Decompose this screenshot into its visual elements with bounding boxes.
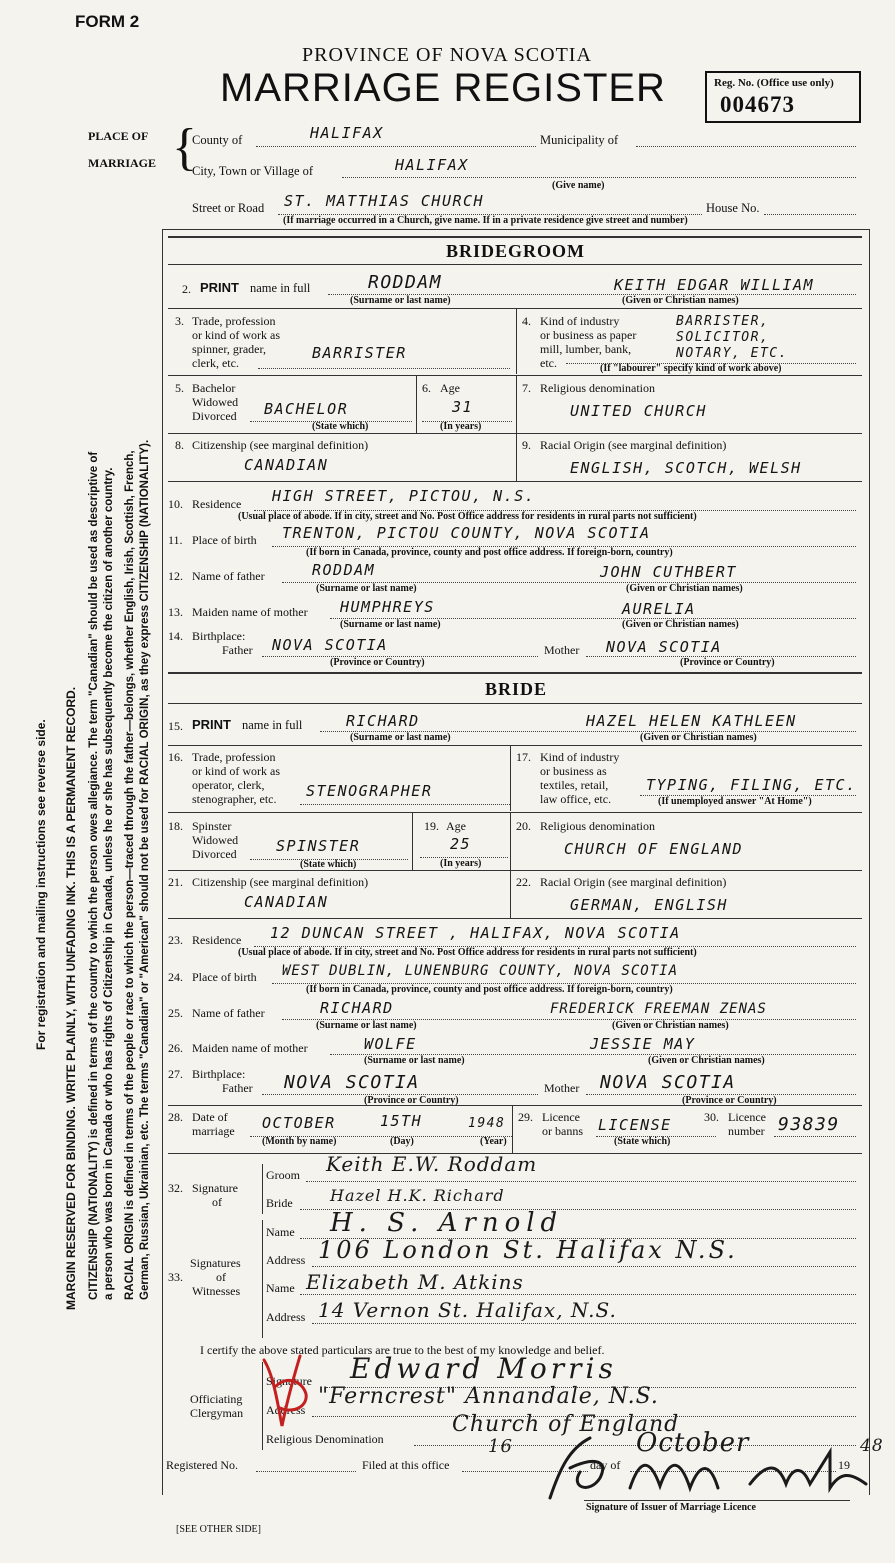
municipality-label: Municipality of [540, 133, 619, 147]
county-value: HALIFAX [310, 124, 384, 142]
bride-mother-label: Maiden name of mother [192, 1041, 308, 1055]
province-heading: PROVINCE OF NOVA SCOTIA [302, 44, 592, 66]
q30-number: 30. [704, 1110, 719, 1124]
q29-number: 29. [518, 1110, 533, 1124]
witness1-name: H. S. Arnold [330, 1208, 564, 1238]
q23-number: 23. [168, 933, 183, 947]
bride-surname-note: (Surname or last name) [350, 732, 451, 743]
groom-sig-label: Groom [266, 1168, 300, 1182]
industry-note: (If "labourer" specify kind of work above) [600, 363, 782, 374]
licence-label-2: or banns [542, 1124, 583, 1138]
margin-note-binding: MARGIN RESERVED FOR BINDING. WRITE PLAINLY, WITH UNFADING INK. THIS IS A PERMANENT RECORD. [64, 686, 78, 1310]
groom-father-surname: RODDAM [312, 561, 376, 579]
sig-label-2: of [212, 1195, 222, 1209]
clergy-denomination: Church of England [452, 1412, 680, 1437]
clergy-signature: Edward Morris [350, 1352, 617, 1385]
groom-religion: UNITED CHURCH [570, 402, 707, 420]
bride-father-birthplace: NOVA SCOTIA [284, 1072, 420, 1093]
mother-word: Mother [544, 643, 580, 657]
groom-industry-1: BARRISTER, [676, 314, 770, 329]
bride-mother-birthplace: NOVA SCOTIA [600, 1072, 736, 1093]
groom-mother-given: AURELIA [622, 600, 696, 618]
bride-mother-prov-note: (Province or Country) [682, 1095, 777, 1106]
groom-trade: BARRISTER [312, 344, 407, 362]
page-title: MARRIAGE REGISTER [220, 66, 666, 110]
street-note: (If marriage occurred in a Church, give name. If in a private residence give street and number) [283, 215, 688, 226]
bride-state-which: (State which) [300, 859, 357, 870]
birth-note: (If born in Canada, province, county and post office address. If foreign-born, country) [306, 547, 673, 558]
groom-residence: HIGH STREET, PICTOU, N.S. [272, 487, 536, 505]
bride-mother-given: JESSIE MAY [590, 1035, 696, 1053]
w1-name-label: Name [266, 1225, 295, 1239]
bride-status-label-1: Spinster [192, 819, 232, 833]
unemployed-note: (If unemployed answer "At Home") [658, 796, 812, 807]
day-of-label: day of [590, 1458, 621, 1472]
street-label: Street or Road [192, 201, 265, 215]
red-check-mark [256, 1346, 316, 1430]
bride-surname: RICHARD [346, 712, 420, 730]
q18-number: 18. [168, 819, 183, 833]
residence-label: Residence [192, 497, 242, 511]
q12-number: 12. [168, 569, 183, 583]
q6-number: 6. [422, 381, 431, 395]
form-number: FORM 2 [75, 12, 140, 31]
groom-status-label-1: Bachelor [192, 381, 236, 395]
bride-residence-label: Residence [192, 933, 242, 947]
sig-label-1: Signature [192, 1181, 238, 1195]
clergy-address-label: Address [266, 1403, 306, 1417]
day-note: (Day) [390, 1136, 414, 1147]
bride-industry-label-3: textiles, retail, [540, 778, 609, 792]
q7-number: 7. [522, 381, 531, 395]
witness2-address: 14 Vernon St. Halifax, N.S. [318, 1298, 617, 1322]
q20-number: 20. [516, 819, 531, 833]
filed-month: October [636, 1428, 750, 1458]
q13-number: 13. [168, 605, 183, 619]
groom-trade-label-4: clerk, etc. [192, 356, 239, 370]
bride-trade: STENOGRAPHER [306, 782, 433, 800]
father-word: Father [222, 643, 253, 657]
q3-number: 3. [175, 314, 184, 328]
bride-father-given-note: (Given or Christian names) [612, 1020, 729, 1031]
filed-day: 16 [488, 1436, 513, 1457]
father-prov-note: (Province or Country) [330, 657, 425, 668]
q26-number: 26. [168, 1041, 183, 1055]
q17-number: 17. [516, 750, 531, 764]
city-value: HALIFAX [395, 156, 469, 174]
registered-no-label: Registered No. [166, 1458, 238, 1472]
bride-birth-label: Place of birth [192, 970, 257, 984]
bride-religion-label: Religious denomination [540, 819, 655, 833]
groom-racial: ENGLISH, SCOTCH, WELSH [570, 459, 802, 477]
birth-label: Place of birth [192, 533, 257, 547]
q22-number: 22. [516, 875, 531, 889]
bride-signature: Hazel H.K. Richard [330, 1186, 505, 1205]
bride-mother-surname: WOLFE [364, 1035, 417, 1053]
q11-number: 11. [168, 533, 183, 547]
bride-racial: GERMAN, ENGLISH [570, 896, 728, 914]
bride-trade-label-1: Trade, profession [192, 750, 276, 764]
groom-industry-label-4: etc. [540, 356, 557, 370]
marriage-label: MARRIAGE [88, 156, 156, 170]
groom-trade-label-1: Trade, profession [192, 314, 276, 328]
groom-mother-surname: HUMPHREYS [340, 598, 435, 616]
month-note: (Month by name) [262, 1136, 337, 1147]
groom-age: 31 [452, 398, 474, 416]
in-years-note: (In years) [440, 421, 482, 432]
bride-status: SPINSTER [276, 837, 361, 855]
bride-heading: BRIDE [485, 679, 548, 699]
place-brace: { [172, 119, 197, 176]
groom-mother-birthplace: NOVA SCOTIA [606, 638, 722, 656]
filed-year: 48 [860, 1436, 884, 1456]
bride-father-given: FREDERICK FREEMAN ZENAS [550, 1001, 767, 1017]
q14-number: 14. [168, 629, 183, 643]
witness1-address: 106 London St. Halifax N.S. [318, 1236, 738, 1264]
groom-father-given: JOHN CUTHBERT [600, 563, 737, 581]
bride-status-label-3: Divorced [192, 847, 237, 861]
bride-father-word: Father [222, 1081, 253, 1095]
q33-number: 33. [168, 1270, 183, 1284]
groom-status-label-2: Widowed [192, 395, 239, 409]
groom-citizenship: CANADIAN [244, 456, 329, 474]
q9-number: 9. [522, 438, 531, 452]
groom-birth: TRENTON, PICTOU COUNTY, NOVA SCOTIA [282, 524, 651, 542]
licence-no-label-1: Licence [728, 1110, 766, 1124]
bride-father-prov-note: (Province or Country) [364, 1095, 459, 1106]
bride-religion: CHURCH OF ENGLAND [564, 840, 744, 858]
filed-label: Filed at this office [362, 1458, 450, 1472]
bride-birth: WEST DUBLIN, LUNENBURG COUNTY, NOVA SCOTIA [282, 963, 679, 979]
reg-number-label: Reg. No. (Office use only) [714, 77, 834, 89]
bride-birth-note: (If born in Canada, province, county and post office address. If foreign-born, country) [306, 984, 673, 995]
margin-note-racial-1: RACIAL ORIGIN is defined in terms of the people or race to which the person—traced through the father—belongs, whether English, Irish, Scottish, French, [124, 450, 136, 1300]
racial-label: Racial Origin (see marginal definition) [540, 438, 727, 452]
bride-citizenship: CANADIAN [244, 893, 329, 911]
q16-number: 16. [168, 750, 183, 764]
margin-note-citizenship-2: a person who was born in Canada or who has rights of Citizenship in Canada, unless he or she has subsequently become the citizen of another country. [103, 467, 115, 1300]
q28-number: 28. [168, 1110, 183, 1124]
citizenship-label: Citizenship (see marginal definition) [192, 438, 369, 452]
groom-industry-2: SOLICITOR, [676, 330, 770, 345]
bride-sig-label: Bride [266, 1196, 293, 1210]
witness-label-2: of [216, 1270, 226, 1284]
father-given-note: (Given or Christian names) [626, 583, 743, 594]
bride-given-note: (Given or Christian names) [640, 732, 757, 743]
q24-number: 24. [168, 970, 183, 984]
groom-father-birthplace: NOVA SCOTIA [272, 636, 388, 654]
groom-industry-label-2: or business as paper [540, 328, 637, 342]
state-which-note: (State which) [312, 421, 369, 432]
residence-note: (Usual place of abode. If in city, street and No. Post Office address for residents in rural parts not sufficient) [238, 511, 697, 522]
bride-father-label: Name of father [192, 1006, 265, 1020]
name-in-full-label: name in full [250, 281, 311, 295]
year-prefix: 19 [838, 1458, 850, 1472]
bride-racial-label: Racial Origin (see marginal definition) [540, 875, 727, 889]
bride-father-surname: RICHARD [320, 999, 394, 1017]
q15-number: 15. [168, 719, 183, 733]
bride-industry-label-2: or business as [540, 764, 607, 778]
witness2-name: Elizabeth M. Atkins [306, 1270, 524, 1294]
father-surname-note: (Surname or last name) [316, 583, 417, 594]
bride-age-label: Age [446, 819, 466, 833]
certify-statement: I certify the above stated particulars are true to the best of my knowledge and belief. [200, 1343, 605, 1357]
q19-number: 19. [424, 819, 439, 833]
given-note: (Given or Christian names) [622, 295, 739, 306]
w2-address-label: Address [266, 1310, 306, 1324]
w1-address-label: Address [266, 1253, 306, 1267]
groom-signature: Keith E.W. Roddam [326, 1152, 538, 1176]
groom-given: KEITH EDGAR WILLIAM [614, 276, 815, 294]
groom-industry-label-1: Kind of industry [540, 314, 620, 328]
marriage-day: 15TH [380, 1112, 423, 1130]
print-label: PRINT [200, 280, 239, 295]
bride-industry-label-1: Kind of industry [540, 750, 620, 764]
surname-note: (Surname or last name) [350, 295, 451, 306]
licence-number: 93839 [778, 1114, 840, 1135]
bride-citizenship-label: Citizenship (see marginal definition) [192, 875, 369, 889]
county-label: County of [192, 133, 243, 147]
margin-note-citizenship-1: CITIZENSHIP (NATIONALITY) is defined in terms of the country to which the person owes allegiance. The term "Canadian" should be used as descriptive of [88, 451, 100, 1300]
groom-trade-label-2: or kind of work as [192, 328, 280, 342]
bride-industry-label-4: law office, etc. [540, 792, 612, 806]
city-label: City, Town or Village of [192, 164, 314, 178]
groom-industry-3: NOTARY, ETC. [676, 346, 788, 361]
licence-label-1: Licence [542, 1110, 580, 1124]
groom-trade-label-3: spinner, grader, [192, 342, 267, 356]
age-label: Age [440, 381, 460, 395]
bride-mother-word: Mother [544, 1081, 580, 1095]
q21-number: 21. [168, 875, 183, 889]
groom-surname: RODDAM [368, 272, 443, 293]
licence-no-label-2: number [728, 1124, 765, 1138]
religious-denomination-label: Religious Denomination [266, 1432, 384, 1446]
date-label-1: Date of [192, 1110, 228, 1124]
margin-note-racial-2: German, Russian, Ukrainian, etc. The terms "Canadian" or "American" should not be used for RACIAL ORIGIN, as they express CITIZENSHIP (NATIONALITY). [139, 439, 151, 1300]
q5-number: 5. [175, 381, 184, 395]
bride-mother-given-note: (Given or Christian names) [648, 1055, 765, 1066]
mother-given-note: (Given or Christian names) [622, 619, 739, 630]
bridegroom-heading: BRIDEGROOM [446, 241, 586, 261]
bride-trade-label-3: operator, clerk, [192, 778, 265, 792]
birthplace-label: Birthplace: [192, 629, 246, 643]
bride-trade-label-2: or kind of work as [192, 764, 280, 778]
bride-residence: 12 DUNCAN STREET , HALIFAX, NOVA SCOTIA [270, 924, 681, 942]
religion-label: Religious denomination [540, 381, 655, 395]
bride-trade-label-4: stenographer, etc. [192, 792, 277, 806]
mother-label: Maiden name of mother [192, 605, 308, 619]
date-label-2: marriage [192, 1124, 235, 1138]
q10-number: 10. [168, 497, 183, 511]
bride-industry: TYPING, FILING, ETC. [646, 776, 857, 794]
marriage-month: OCTOBER [262, 1114, 336, 1132]
bride-status-label-2: Widowed [192, 833, 239, 847]
bride-given: HAZEL HELEN KATHLEEN [586, 712, 797, 730]
year-note: (Year) [480, 1136, 507, 1147]
bride-print-label: PRINT [192, 717, 231, 732]
officiating-label-1: Officiating [190, 1392, 243, 1406]
witness-label-3: Witnesses [192, 1284, 241, 1298]
place-label: PLACE OF [88, 129, 149, 143]
clergy-signature-label: Signature [266, 1374, 312, 1388]
margin-note-instructions: For registration and mailing instructions see reverse side. [34, 719, 48, 1050]
house-label: House No. [706, 201, 760, 215]
q8-number: 8. [175, 438, 184, 452]
groom-industry-label-3: mill, lumber, bank, [540, 342, 632, 356]
witness-label-1: Signatures [190, 1256, 241, 1270]
q25-number: 25. [168, 1006, 183, 1020]
q4-number: 4. [522, 314, 531, 328]
reg-number-value: 004673 [720, 92, 795, 117]
groom-status: BACHELOR [264, 400, 349, 418]
w2-name-label: Name [266, 1281, 295, 1295]
bride-in-years: (In years) [440, 858, 482, 869]
street-value: ST. MATTHIAS CHURCH [284, 192, 485, 210]
issuer-signature-note: Signature of Issuer of Marriage Licence [586, 1502, 756, 1513]
bride-age: 25 [450, 835, 472, 853]
mother-surname-note: (Surname or last name) [340, 619, 441, 630]
q2-number: 2. [182, 282, 191, 296]
bride-name-in-full-label: name in full [242, 718, 303, 732]
licence-type: LICENSE [598, 1116, 672, 1134]
q32-number: 32. [168, 1181, 183, 1195]
officiating-label-2: Clergyman [190, 1406, 244, 1420]
mother-prov-note: (Province or Country) [680, 657, 775, 668]
issuer-signature [530, 1428, 870, 1504]
licence-state-which: (State which) [614, 1136, 671, 1147]
give-name-note: (Give name) [552, 180, 605, 191]
bride-father-surname-note: (Surname or last name) [316, 1020, 417, 1031]
see-other-side: [SEE OTHER SIDE] [176, 1524, 261, 1535]
father-label: Name of father [192, 569, 265, 583]
bride-birthplace-label: Birthplace: [192, 1067, 246, 1081]
marriage-year: 1948 [468, 1116, 506, 1131]
bride-mother-surname-note: (Surname or last name) [364, 1055, 465, 1066]
bride-residence-note: (Usual place of abode. If in city, street and No. Post Office address for residents in rural parts not sufficient) [238, 947, 697, 958]
clergy-address: "Ferncrest" Annandale, N.S. [318, 1384, 659, 1409]
q27-number: 27. [168, 1067, 183, 1081]
groom-status-label-3: Divorced [192, 409, 237, 423]
